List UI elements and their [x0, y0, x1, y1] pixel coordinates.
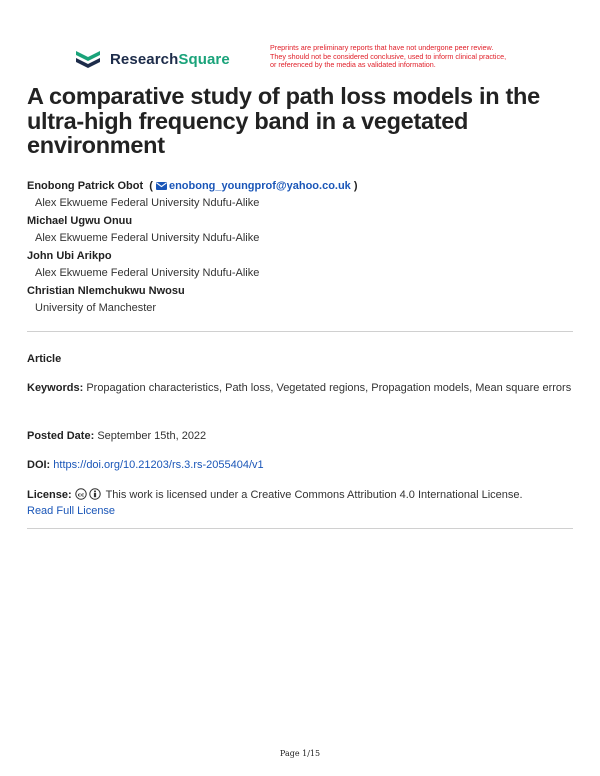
creative-commons-icon: [75, 488, 87, 500]
divider: [27, 528, 573, 529]
author-affiliation: Alex Ekwueme Federal University Ndufu-Alike: [35, 197, 260, 209]
author-3: [27, 250, 572, 279]
svg-text:cc: cc: [77, 492, 84, 499]
doi: [27, 457, 573, 473]
posted-date-label: Posted Date:: [27, 430, 95, 442]
research-square-logo-icon: [74, 48, 104, 70]
license-label: License:: [27, 489, 72, 501]
license-text: This work is licensed under a Creative Commons Attribution 4.0 International License.: [105, 489, 523, 501]
posted-date-value: September 15th, 2022: [97, 430, 207, 442]
keywords-label: Keywords:: [27, 382, 84, 394]
keywords-value: Propagation characteristics, Path loss, Vegetated regions, Propagation models, Mean square errors: [86, 382, 572, 394]
author-2: [27, 215, 572, 244]
preprint-notice: Preprints are preliminary reports that have not undergone peer review. They should not be considered conclusive, used to inform clinical practice, or referenced by the media as validated information.: [270, 43, 507, 70]
author-name: Enobong Patrick Obot: [27, 180, 144, 192]
keywords: [27, 380, 573, 396]
mail-icon: [156, 182, 167, 190]
author-affiliation: Alex Ekwueme Federal University Ndufu-Alike: [35, 267, 260, 279]
article-type: Article: [27, 353, 62, 365]
author-list: [27, 180, 572, 320]
author-affiliation: University of Manchester: [35, 302, 157, 314]
author-affiliation: Alex Ekwueme Federal University Ndufu-Alike: [35, 232, 260, 244]
author-name: Christian Nlemchukwu Nwosu: [27, 285, 185, 297]
license: [27, 487, 573, 519]
author-email-link[interactable]: enobong_youngprof@yahoo.co.uk: [156, 180, 354, 192]
doi-label: DOI:: [27, 459, 51, 471]
attribution-icon: [89, 488, 101, 500]
posted-date: [27, 428, 573, 444]
author-name: John Ubi Arikpo: [27, 250, 112, 262]
research-square-logo[interactable]: [74, 48, 230, 70]
read-full-license-link[interactable]: Read Full License: [27, 505, 116, 517]
paper-title: A comparative study of path loss models in the ultra-high frequency band in a vegetated environment: [27, 83, 540, 158]
doi-link[interactable]: https://doi.org/10.21203/rs.3.rs-2055404/v1: [53, 459, 264, 471]
author-1: Enobong Patrick Obot ( enobong_youngprof@yahoo.co.uk ) Alex Ekwueme Federal University Ndufu-Alike: [27, 180, 572, 209]
author-name: Michael Ugwu Onuu: [27, 215, 133, 227]
divider: [27, 331, 573, 332]
brand-name: ResearchSquare: [110, 50, 230, 68]
author-4: [27, 285, 572, 314]
page-number: Page 1/15: [279, 749, 321, 758]
